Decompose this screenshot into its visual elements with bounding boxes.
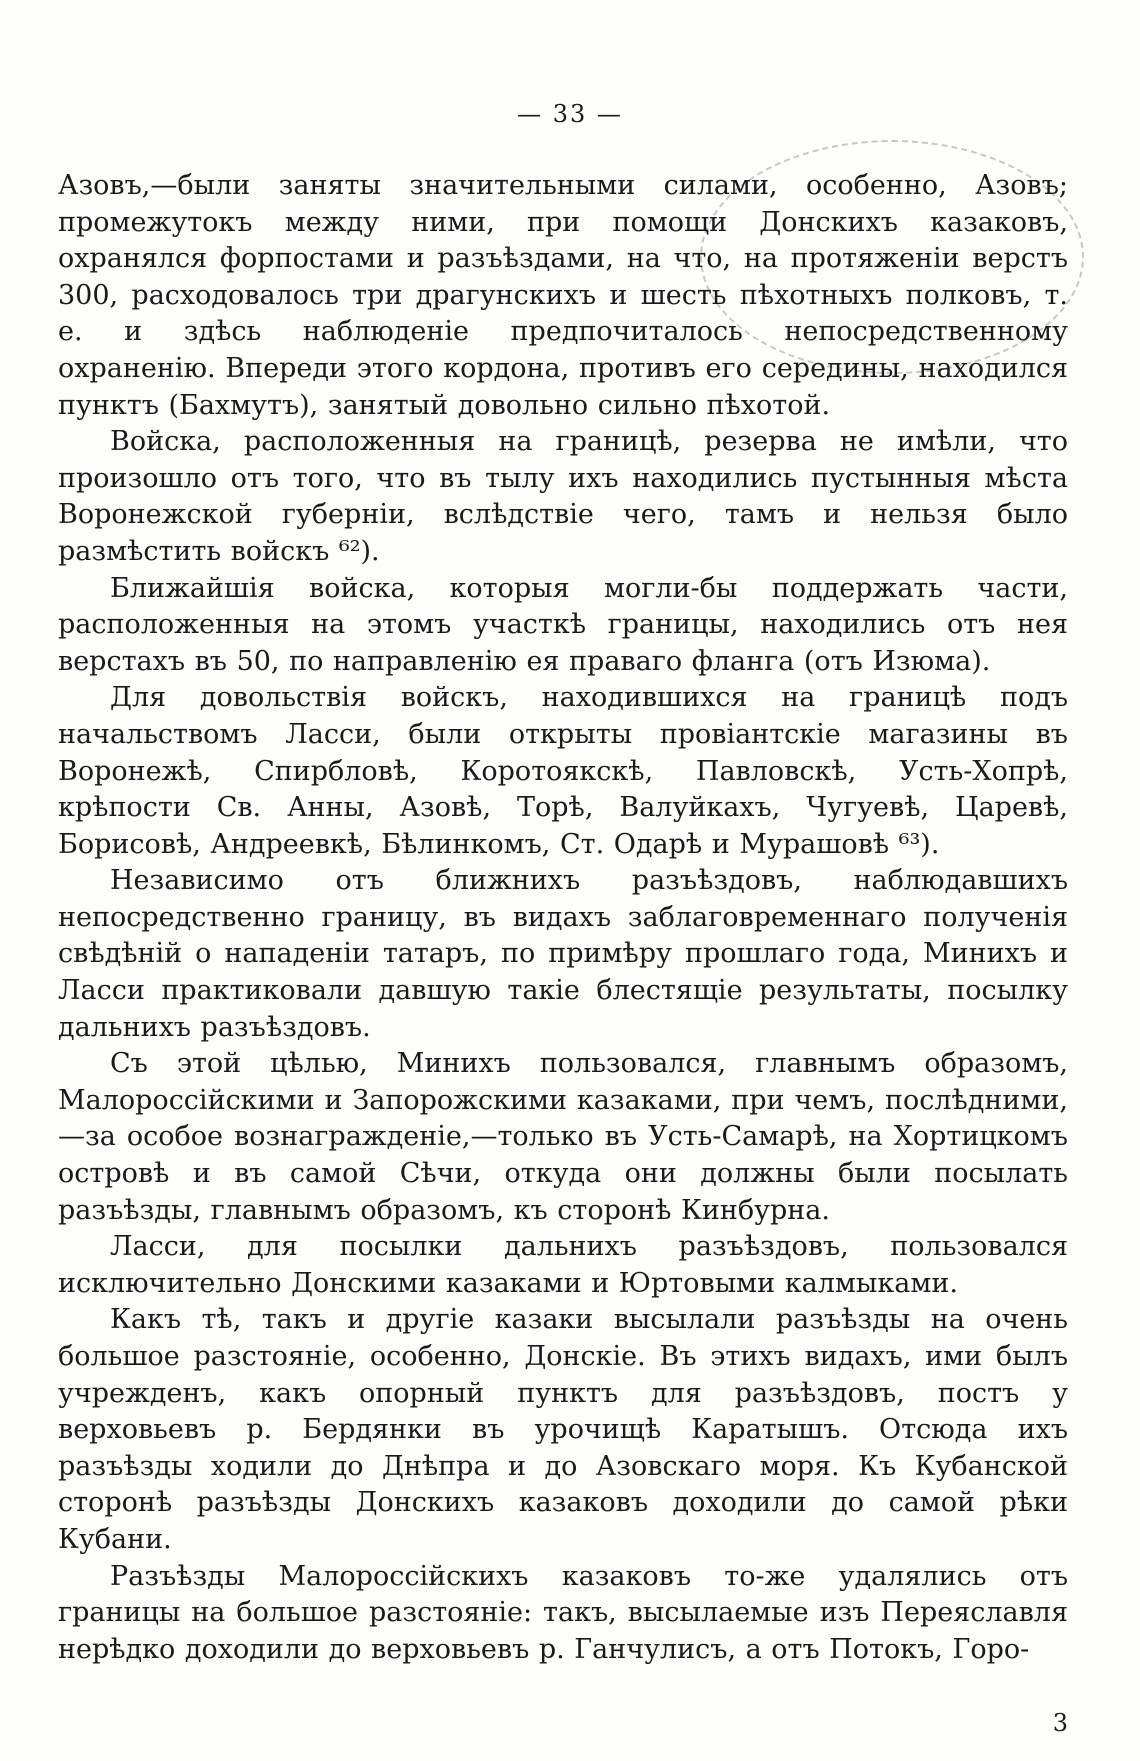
paragraph: Для довольствія войскъ, находившихся на границѣ подъ начальствомъ Ласси, были открыты провіантскіе магазины въ Воронежѣ, Спирбловѣ, Коротоякскѣ, Павловскѣ, Усть-Хопрѣ, крѣпости Св. Анны, Азовѣ, Торѣ, Валуйкахъ, Чугуевѣ, Царевѣ, Борисовѣ, Андреевкѣ, Бѣлинкомъ, Ст. Одарѣ и Мурашовѣ ⁶³). <box>58 682 1068 860</box>
paragraph: Ближайшія войска, которыя могли-бы поддержать части, расположенныя на этомъ участкѣ границы, находились отъ нея верстахъ въ 50, по направленію ея праваго фланга (отъ Изюма). <box>58 572 1068 677</box>
paragraph: Разъѣзды Малороссійскихъ казаковъ то-же удалялись отъ границы на большое разстояніе: такъ, высылаемые изъ Переяславля нерѣдко доходили до верховьевъ р. Ганчулисъ, а отъ Потокъ, Горо- <box>58 1560 1068 1665</box>
paragraph: Ласси, для посылки дальнихъ разъѣздовъ, пользовался исключительно Донскими казаками и Юртовыми калмыками. <box>58 1231 1068 1299</box>
paragraph: Съ этой цѣлью, Минихъ пользовался, главнымъ образомъ, Малороссійскими и Запорожскими казаками, при чемъ, послѣдними,—за особое вознагражденіе,—только въ Усть-Самарѣ, на Хортицкомъ островѣ и въ самой Сѣчи, откуда они должны были посылать разъѣзды, главнымъ образомъ, къ сторонѣ Кинбурна. <box>58 1048 1068 1226</box>
page-number: — 33 — <box>517 100 623 128</box>
signature-mark: 3 <box>1052 1709 1068 1737</box>
body-text <box>58 168 1068 1668</box>
paragraph: Независимо отъ ближнихъ разъѣздовъ, наблюдавшихъ непосредственно границу, въ видахъ заблаговременнаго полученія свѣдѣній о нападеніи татаръ, по примѣру прошлаго года, Минихъ и Ласси практиковали давшую такіе блестящіе результаты, посылку дальнихъ разъѣздовъ. <box>58 865 1068 1043</box>
paragraph: Азовъ,—были заняты значительными силами, особенно, Азовъ; промежутокъ между ними, при помощи Донскихъ казаковъ, охранялся форпостами и разъѣздами, на что, на протяженіи верстъ 300, расходовалось три драгунскихъ и шесть пѣхотныхъ полковъ, т. е. и здѣсь наблюденіе предпочиталось непосредственному охраненію. Впереди этого кордона, противъ его середины, находился пунктъ (Бахмутъ), занятый довольно сильно пѣхотой. <box>58 170 1068 421</box>
paragraph: Какъ тѣ, такъ и другіе казаки высылали разъѣзды на очень большое разстояніе, особенно, Донскіе. Въ этихъ видахъ, ими былъ учрежденъ, какъ опорный пунктъ для разъѣздовъ, постъ у верховьевъ р. Бердянки въ урочищѣ Каратышъ. Отсюда ихъ разъѣзды ходили до Днѣпра и до Азовскаго моря. Къ Кубанской сторонѣ разъѣзды Донскихъ казаковъ доходили до самой рѣки Кубани. <box>58 1304 1068 1555</box>
paragraph: Войска, расположенныя на границѣ, резерва не имѣли, что произошло отъ того, что въ тылу ихъ находились пустынныя мѣста Воронежской губерніи, вслѣдствіе чего, тамъ и нельзя было размѣстить войскъ ⁶²). <box>58 426 1068 567</box>
